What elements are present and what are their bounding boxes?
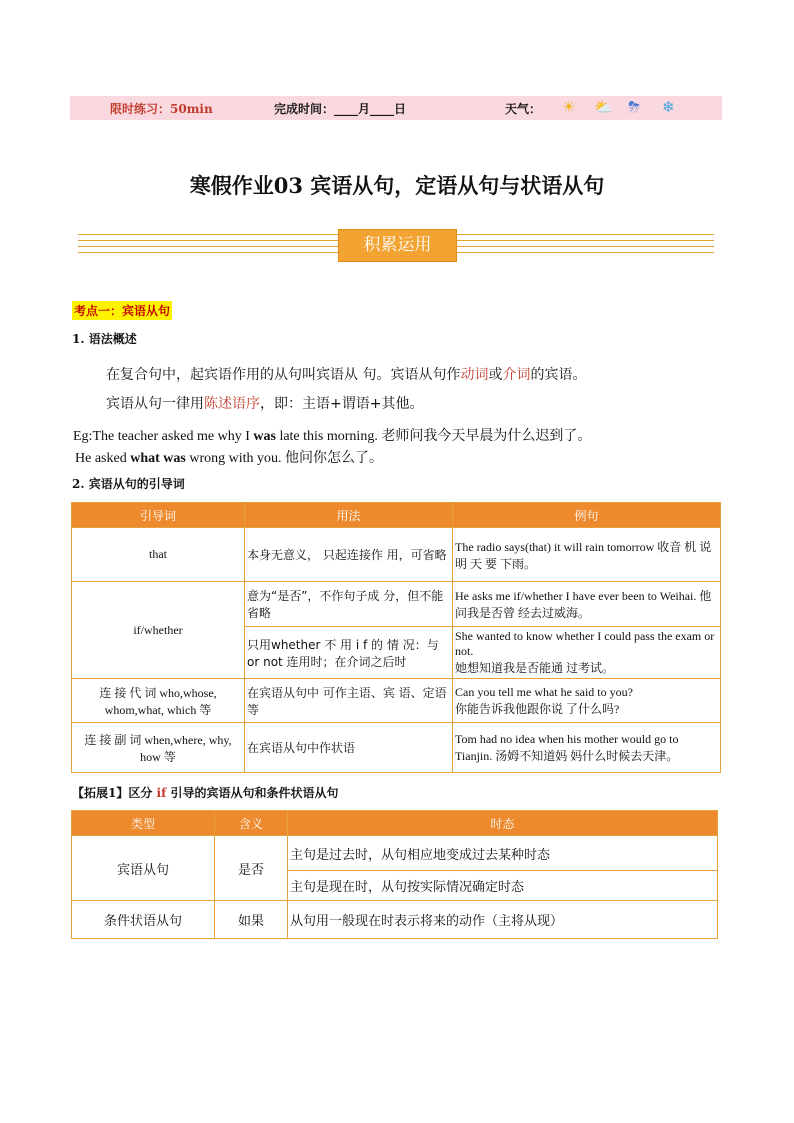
example-2: He asked what was wrong with you. 他问你怎么了。 <box>75 451 383 466</box>
cell-word: 连 接 副 词 when,where, why, how 等 <box>72 723 245 773</box>
table-row <box>72 679 721 723</box>
cell-usage: 在宾语从句中 可作主语、宾 语、定语等 <box>245 679 453 723</box>
cell-example: Can you tell me what he said to you? 你能告诉我他跟你说 了什么吗? <box>453 679 721 723</box>
weather-label: 天气： <box>505 102 542 116</box>
cell-tense: 主句是现在时，从句按实际情况确定时态 <box>288 871 718 901</box>
snow-icon: ❄ <box>662 98 675 116</box>
cell-type: 宾语从句 <box>72 836 215 901</box>
table-header: 例句 <box>453 503 721 528</box>
section-banner: 积累运用 <box>338 229 457 262</box>
paragraph-1: 在复合句中，起宾语作用的从句叫宾语从 句。宾语从句作动词或介词的宾语。 <box>106 367 587 383</box>
sun-icon: ☀ <box>562 98 576 116</box>
comparison-table <box>71 810 718 939</box>
cell-usage: 本身无意义， 只起连接作 用，可省略 <box>245 528 453 582</box>
cell-example: She wanted to know whether I could pass the exam or not. 她想知道我是否能通 过考试。 <box>453 627 721 679</box>
heading-conjunctions: 2. 宾语从句的引导词 <box>72 477 185 491</box>
page-title: 寒假作业03 宾语从句，定语从句与状语从句 <box>189 173 605 198</box>
cell-word: 连 接 代 词 who,whose, whom,what, which 等 <box>72 679 245 723</box>
cell-word: if/whether <box>72 582 245 679</box>
cell-word: that <box>72 528 245 582</box>
conjunction-table <box>71 502 721 773</box>
extension-heading: 【拓展1】区分 if 引导的宾语从句和条件状语从句 <box>72 786 339 800</box>
cell-example: The radio says(that) it will rain tomorrow 收音 机 说 明 天 要 下雨。 <box>453 528 721 582</box>
finish-time-label: 完成时间：____月____日 <box>274 102 407 116</box>
cell-meaning: 如果 <box>215 901 288 939</box>
cell-meaning: 是否 <box>215 836 288 901</box>
partly-cloudy-icon: ⛅ <box>594 98 613 116</box>
cell-example: He asks me if/whether I have ever been to Weihai. 他问我是否曾 经去过威海。 <box>453 582 721 627</box>
cell-usage: 只用whether 不 用 i f 的 情 况：与 or not 连用时；在介词之后时 <box>245 627 453 679</box>
table-row <box>72 836 718 871</box>
cell-type: 条件状语从句 <box>72 901 215 939</box>
heading-grammar-overview: 1. 语法概述 <box>72 332 137 346</box>
cell-example: Tom had no idea when his mother would go to Tianjin. 汤姆不知道妈 妈什么时候去天津。 <box>453 723 721 773</box>
cell-tense: 主句是过去时，从句相应地变成过去某种时态 <box>288 836 718 871</box>
practice-time-label: 限时练习：50min <box>110 102 213 116</box>
cell-tense: 从句用一般现在时表示将来的动作（主将从现） <box>288 901 718 939</box>
table-row <box>72 901 718 939</box>
table-header: 用法 <box>245 503 453 528</box>
table-row <box>72 528 721 582</box>
storm-icon: ⛈ <box>628 98 641 116</box>
table-header: 引导词 <box>72 503 245 528</box>
example-1: Eg:The teacher asked me why I was late this morning. 老师问我今天早晨为什么迟到了。 <box>73 429 592 444</box>
table-row <box>72 582 721 627</box>
table-header: 含义 <box>215 811 288 836</box>
key-point-tag: 考点一：宾语从句 <box>72 301 172 320</box>
table-row <box>72 723 721 773</box>
table-header: 类型 <box>72 811 215 836</box>
cell-usage: 意为“是否”，不作句子成 分，但不能 省略 <box>245 582 453 627</box>
paragraph-2: 宾语从句一律用陈述语序，即：主语+谓语+其他。 <box>106 396 424 412</box>
table-header: 时态 <box>288 811 718 836</box>
cell-usage: 在宾语从句中作状语 <box>245 723 453 773</box>
